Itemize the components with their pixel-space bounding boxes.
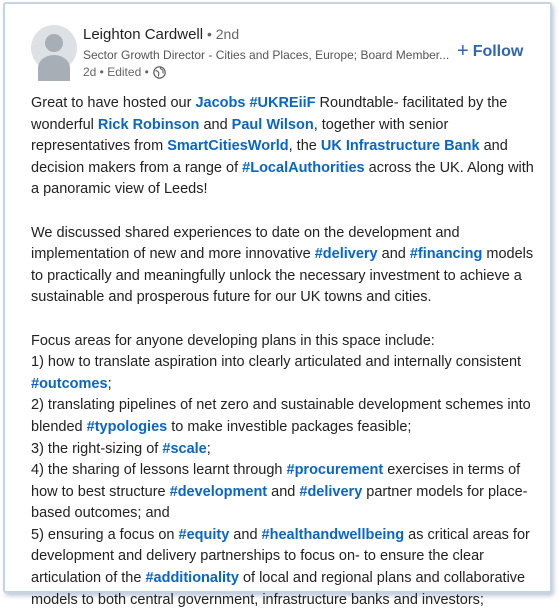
hashtag-link[interactable]: #UKREiiF: [249, 95, 316, 111]
body-text: ;: [107, 375, 112, 392]
post-header: [31, 20, 551, 90]
hashtag-link[interactable]: #scale: [162, 440, 207, 457]
mention-link[interactable]: Paul Wilson: [231, 116, 314, 133]
body-text: Roundtable- facilitated by the wonderful: [31, 95, 508, 133]
avatar[interactable]: [31, 25, 77, 71]
body-text: and: [377, 246, 410, 263]
post-time-edited: 2d • Edited •: [83, 65, 149, 79]
post-body: [31, 93, 536, 611]
body-text: exercises in terms of how to best structure: [31, 462, 521, 500]
body-text: and: [267, 483, 300, 500]
body-text: We discussed shared experiences to date on the development and implementation of new and more innovative: [31, 224, 460, 263]
follow-button[interactable]: [457, 40, 523, 63]
body-text: and decision makers from a range of: [31, 138, 508, 176]
body-text: partner models for place-based outcomes; and: [31, 483, 528, 522]
body-text: Focus areas for anyone developing plans in this space include:: [31, 332, 435, 349]
body-text: 2) translating pipelines of net zero and sustainable development schemes into blended: [31, 397, 531, 435]
body-text: , together with senior representatives from: [31, 116, 449, 155]
author-name[interactable]: Leighton Cardwell: [83, 26, 204, 43]
mention-link[interactable]: Rick Robinson: [97, 116, 200, 133]
author-headline: Sector Growth Director - Cities and Places, Europe; Board Member...: [83, 48, 450, 62]
mention-link[interactable]: UK Infrastructure Bank: [320, 138, 480, 155]
hashtag-link[interactable]: #outcomes: [31, 375, 108, 392]
body-text: and: [199, 116, 232, 133]
body-text: and: [229, 526, 262, 543]
hashtag-link[interactable]: #healthandwellbeing: [261, 526, 405, 543]
hashtag-link[interactable]: #delivery: [314, 246, 378, 263]
hashtag-link[interactable]: #equity: [178, 526, 230, 543]
follow-label: Follow: [472, 43, 524, 60]
hashtag-link[interactable]: #development: [169, 483, 268, 500]
body-text: 5) ensuring a focus on: [31, 526, 179, 543]
paragraph-3: [31, 331, 536, 611]
hashtag-link[interactable]: #LocalAuthorities: [242, 159, 365, 176]
body-text: Great to have hosted our: [31, 95, 196, 111]
paragraph-1: [31, 93, 536, 201]
body-text: to make investible packages feasible;: [167, 418, 412, 435]
mention-link[interactable]: Jacobs: [195, 95, 246, 111]
hashtag-link[interactable]: #additionality: [145, 570, 239, 587]
hashtag-link[interactable]: #typologies: [86, 418, 168, 435]
author-line: [83, 26, 239, 43]
avatar-head-shape: [45, 34, 63, 52]
separator-dot: •: [203, 26, 216, 42]
body-text: across the UK. Along with a panoramic view of Leeds!: [31, 159, 534, 198]
hashtag-link[interactable]: #financing: [409, 246, 483, 263]
body-text: 4) the sharing of lessons learnt through: [31, 462, 287, 479]
body-text: as critical areas for development and delivery partnerships to focus on- to ensure the clear articulation of the: [31, 526, 530, 587]
paragraph-2: [31, 223, 536, 309]
hashtag-link[interactable]: #procurement: [286, 462, 384, 479]
mention-link[interactable]: SmartCitiesWorld: [167, 138, 289, 155]
plus-icon: +: [457, 40, 469, 62]
body-text: , the: [288, 138, 321, 155]
body-text: ;: [206, 440, 211, 457]
body-text: models to practically and meaningfully unlock the necessary investment to achieve a sustainable and prosperous future for our UK towns and cities.: [31, 246, 534, 306]
post-meta: [83, 65, 166, 79]
body-text: 3) the right-sizing of: [31, 440, 163, 457]
avatar-body-shape: [38, 55, 70, 81]
globe-icon: [153, 66, 166, 79]
body-text: 1) how to translate aspiration into clearly articulated and internally consistent: [31, 354, 522, 371]
connection-degree: 2nd: [215, 26, 240, 42]
body-text: of local and regional plans and collaborative models to both central government, infrastructure banks and investors;: [31, 570, 526, 608]
hashtag-link[interactable]: #delivery: [299, 483, 363, 500]
post-card: [3, 2, 552, 608]
